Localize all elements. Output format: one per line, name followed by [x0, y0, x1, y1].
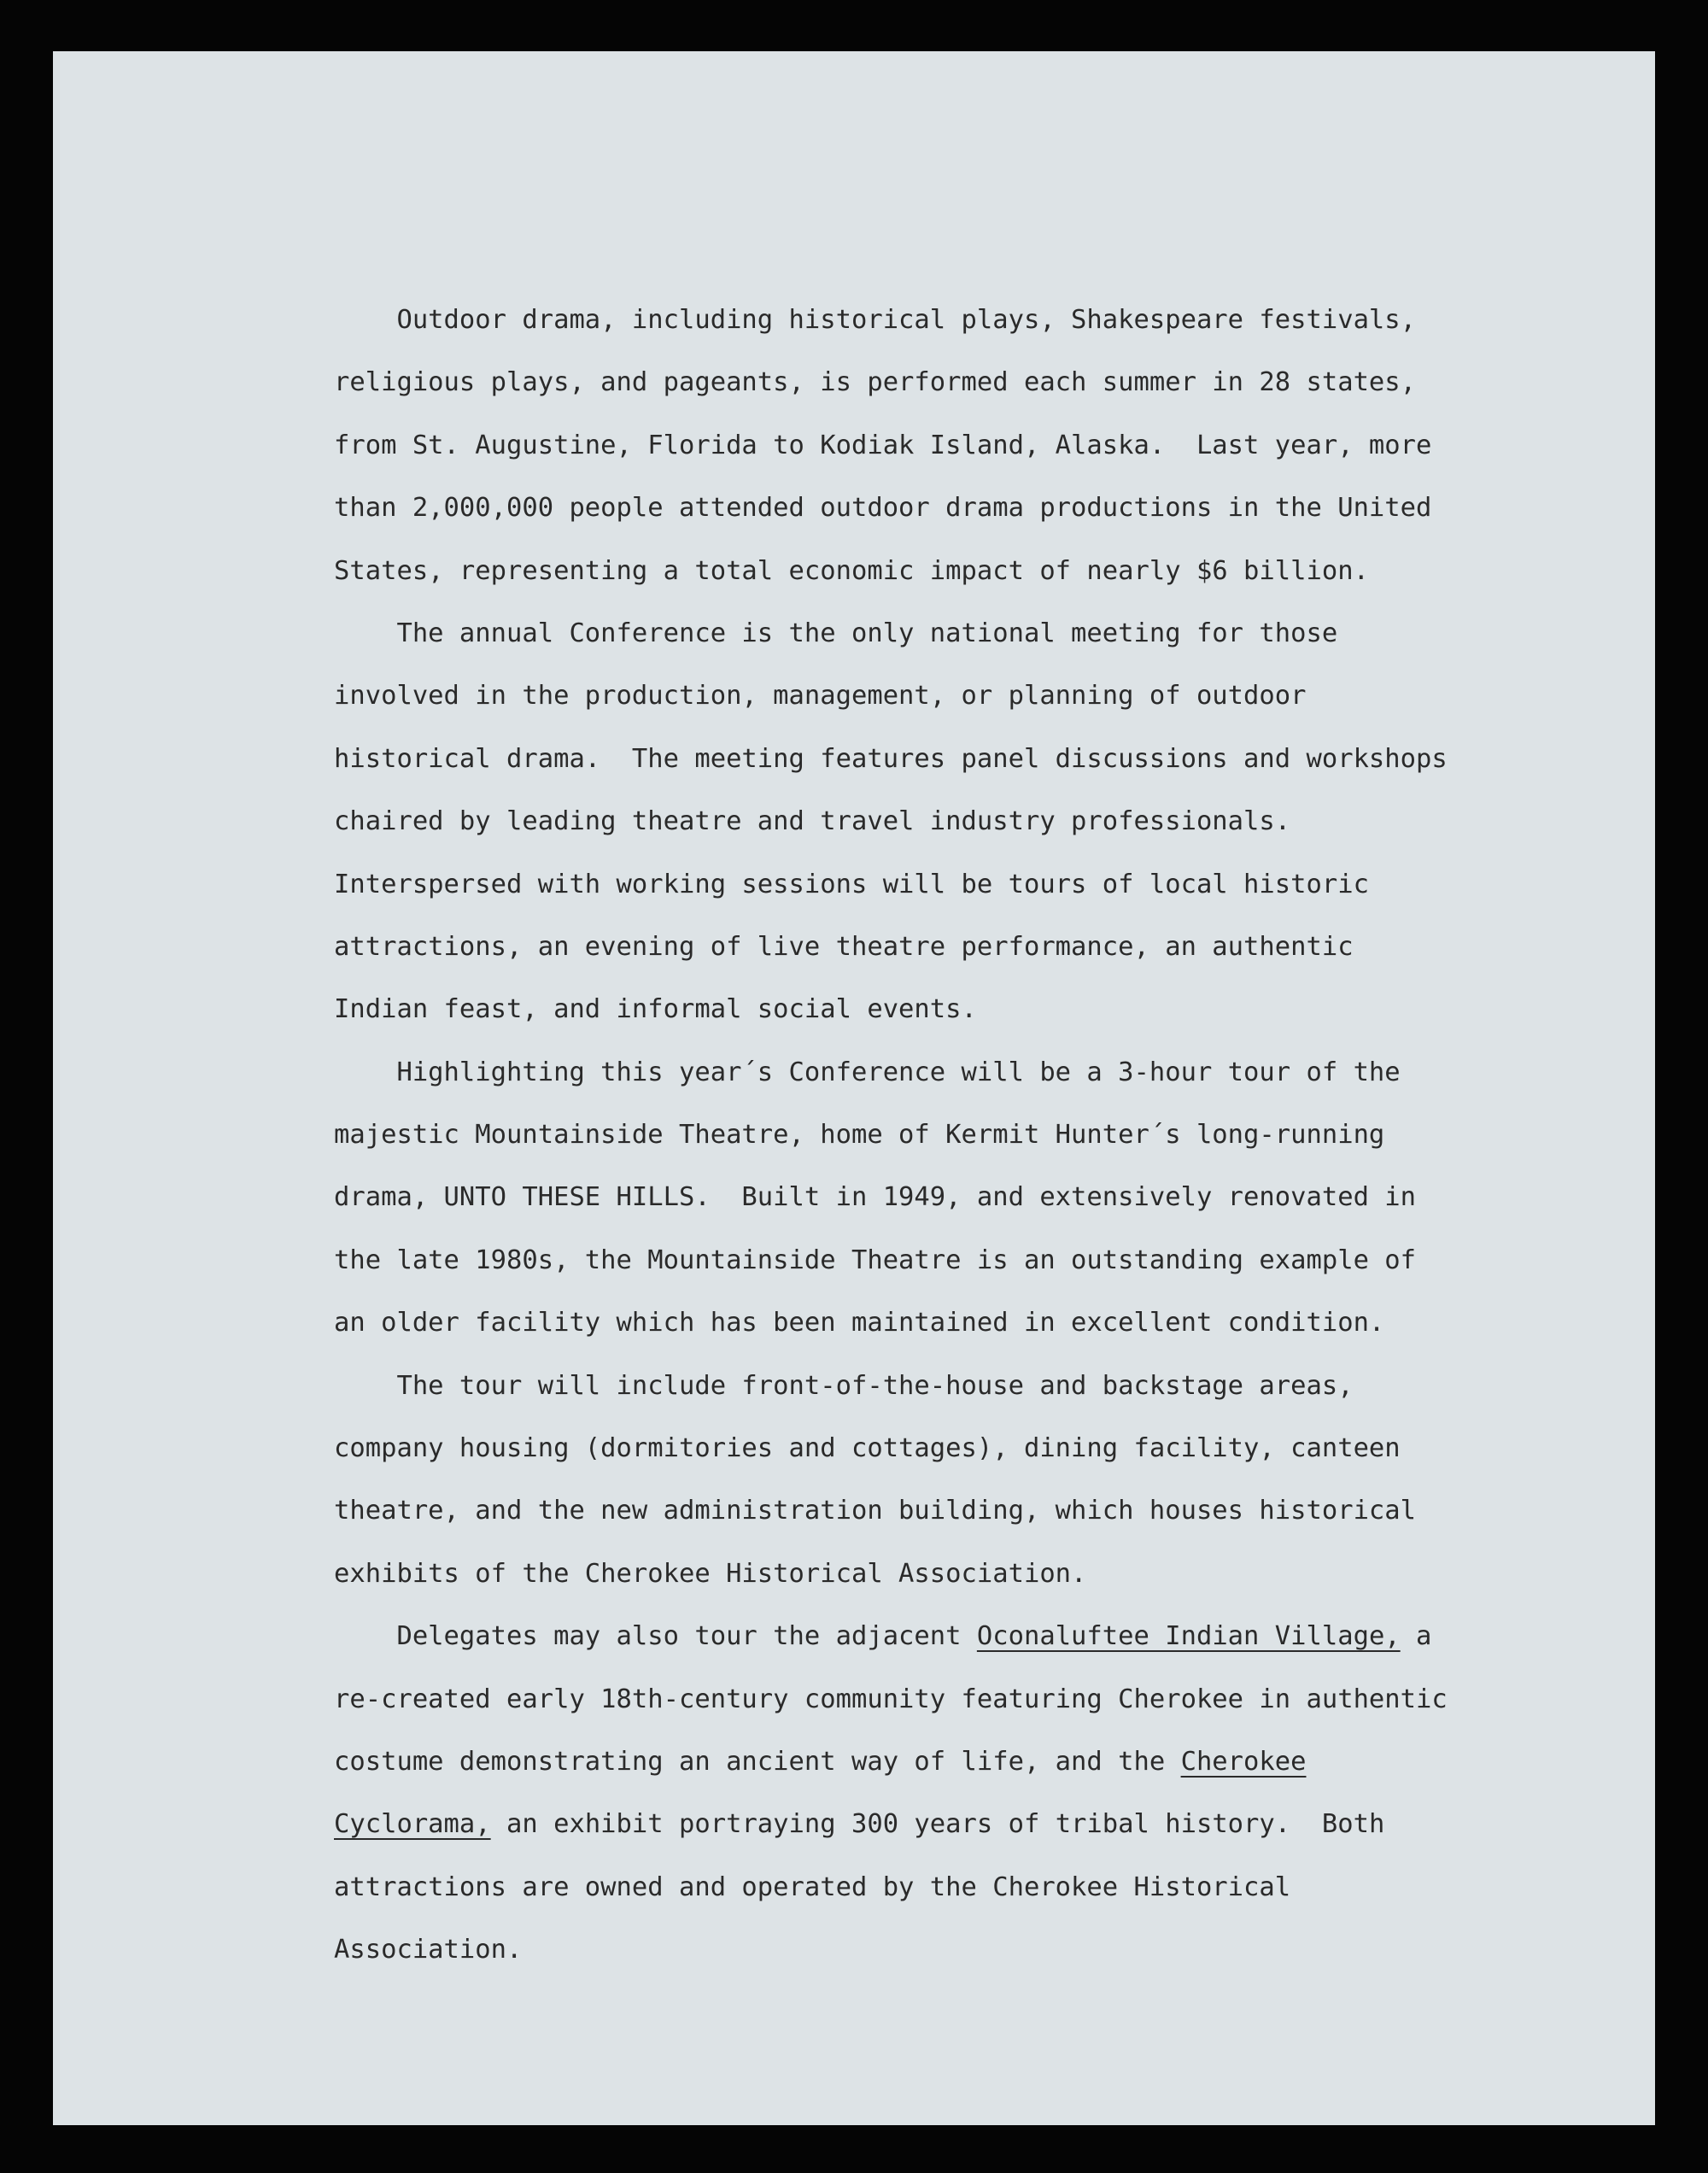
text-line: religious plays, and pageants, is performed each summer in 28 states,	[334, 367, 1417, 398]
text-line: Interspersed with working sessions will be tours of local historic	[334, 869, 1369, 899]
text-segment: a	[1400, 1621, 1432, 1652]
text-line: exhibits of the Cherokee Historical Association.	[334, 1558, 1087, 1589]
document-body	[334, 289, 1521, 1982]
text-segment: an exhibit portraying 300 years of tribal history. Both	[490, 1809, 1385, 1840]
text-line	[334, 1793, 1521, 1855]
underlined-place-name: Cyclorama,	[334, 1809, 491, 1840]
text-line: than 2,000,000 people attended outdoor drama productions in the United	[334, 493, 1432, 524]
text-line: States, representing a total economic impact of nearly $6 billion.	[334, 555, 1369, 586]
text-line: Outdoor drama, including historical plays, Shakespeare festivals,	[334, 305, 1417, 335]
text-line: re-created early 18th-century community featuring Cherokee in authentic	[334, 1684, 1448, 1714]
text-line: an older facility which has been maintained in excellent condition.	[334, 1308, 1385, 1338]
paper-page	[53, 51, 1655, 2125]
text-line: drama, UNTO THESE HILLS. Built in 1949, and extensively renovated in	[334, 1182, 1417, 1213]
text-line: attractions are owned and operated by the Cherokee Historical	[334, 1871, 1291, 1902]
text-segment: Delegates may also tour the adjacent	[334, 1621, 977, 1652]
text-line: The tour will include front-of-the-house and backstage areas,	[334, 1370, 1354, 1401]
text-line: company housing (dormitories and cottages), dining facility, canteen	[334, 1433, 1401, 1464]
text-segment: costume demonstrating an ancient way of life, and the	[334, 1746, 1181, 1777]
text-line: The annual Conference is the only national meeting for those	[334, 618, 1338, 648]
text-line	[334, 1605, 1521, 1667]
text-line: Association.	[334, 1935, 523, 1965]
text-line: the late 1980s, the Mountainside Theatre is an outstanding example of	[334, 1245, 1417, 1275]
text-line: Indian feast, and informal social events.	[334, 994, 977, 1025]
text-line: majestic Mountainside Theatre, home of Kermit Hunter´s long-running	[334, 1120, 1385, 1151]
text-line: historical drama. The meeting features panel discussions and workshops	[334, 743, 1448, 774]
text-line: from St. Augustine, Florida to Kodiak Island, Alaska. Last year, more	[334, 430, 1432, 460]
underlined-place-name: Cherokee	[1180, 1746, 1307, 1777]
text-line: involved in the production, management, or planning of outdoor	[334, 681, 1307, 712]
text-line: Highlighting this year´s Conference will be a 3-hour tour of the	[334, 1057, 1401, 1087]
text-line: chaired by leading theatre and travel industry professionals.	[334, 806, 1291, 837]
text-line: attractions, an evening of live theatre performance, an authentic	[334, 931, 1354, 962]
underlined-place-name: Oconaluftee Indian Village,	[976, 1621, 1401, 1652]
text-line	[334, 1731, 1521, 1793]
text-line: theatre, and the new administration building, which houses historical	[334, 1496, 1417, 1526]
